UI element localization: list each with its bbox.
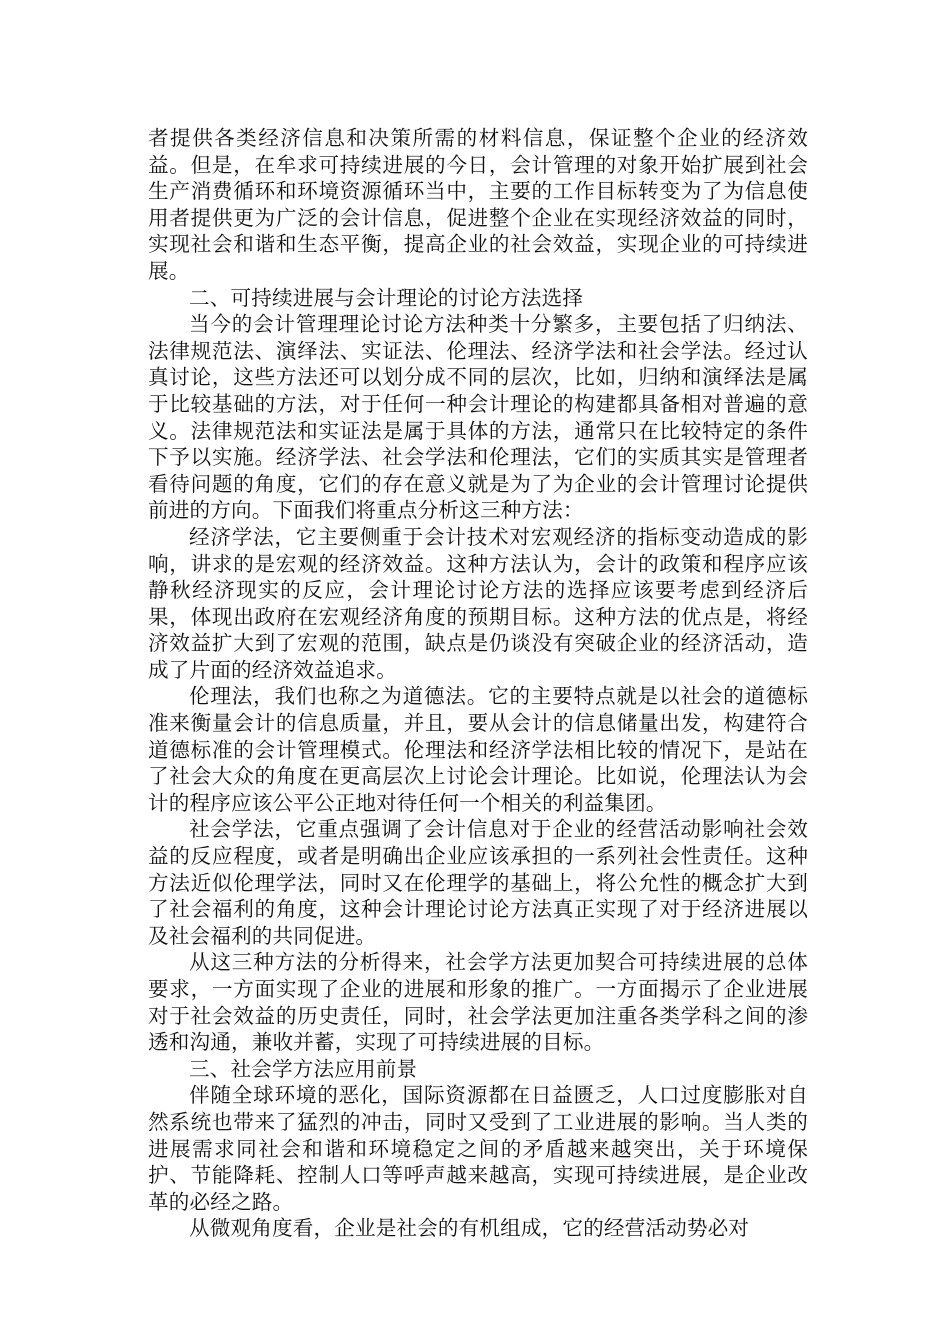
document-page bbox=[148, 125, 808, 1242]
section-heading-2: 二、可持续进展与会计理论的讨论方法选择 bbox=[189, 285, 584, 310]
section-heading-3: 三、社会学方法应用前景 bbox=[189, 1056, 418, 1081]
body-paragraph-5: 社会学法，它重点强调了会计信息对于企业的经营活动影响社会效益的反应程度，或者是明确出企业应该承担的一系列社会性责任。这种方法近似伦理学法，同时又在伦理学的基础上，将公允性的概念扩大到了社会福利的角度，这种会计理论讨论方法真正实现了对于经济进展以及社会福利的共同促进。 bbox=[148, 817, 808, 948]
body-paragraph-8: 从微观角度看，企业是社会的有机组成，它的经营活动势必对 bbox=[189, 1216, 750, 1241]
body-paragraph-2: 当今的会计管理理论讨论方法种类十分繁多，主要包括了归纳法、法律规范法、演绎法、实证法、伦理法、经济学法和社会学法。经过认真讨论，这些方法还可以划分成不同的层次，比如，归纳和演绎法是属于比较基础的方法，对于任何一种会计理论的构建都具备相对普遍的意义。法律规范法和实证法是属于具体的方法，通常只在比较特定的条件下予以实施。经济学法、社会学法和伦理法，它们的实质其实是管理者看待问题的角度，它们的存在意义就是为了为企业的会计管理讨论提供前进的方向。下面我们将重点分析这三种方法： bbox=[148, 312, 808, 523]
body-paragraph-1: 者提供各类经济信息和决策所需的材料信息，保证整个企业的经济效益。但是，在牟求可持续进展的今日，会计管理的对象开始扩展到社会生产消费循环和环境资源循环当中，主要的工作目标转变为了为信息使用者提供更为广泛的会计信息，促进整个企业在实现经济效益的同时，实现社会和谐和生态平衡，提高企业的社会效益，实现企业的可持续进展。 bbox=[148, 126, 808, 283]
body-paragraph-4: 伦理法，我们也称之为道德法。它的主要特点就是以社会的道德标准来衡量会计的信息质量，并且，要从会计的信息储量出发，构建符合道德标准的会计管理模式。伦理法和经济学法相比较的情况下，是站在了社会大众的角度在更高层次上讨论会计理论。比如说，伦理法认为会计的程序应该公平公正地对待任何一个相关的利益集团。 bbox=[148, 684, 808, 815]
body-paragraph-3: 经济学法，它主要侧重于会计技术对宏观经济的指标变动造成的影响，讲求的是宏观的经济效益。这种方法认为，会计的政策和程序应该静秋经济现实的反应，会计理论讨论方法的选择应该要考虑到经济后果，体现出政府在宏观经济角度的预期目标。这种方法的优点是，将经济效益扩大到了宏观的范围，缺点是仍谈没有突破企业的经济活动，造成了片面的经济效益追求。 bbox=[148, 524, 808, 682]
body-paragraph-6: 从这三种方法的分析得来，社会学方法更加契合可持续进展的总体要求，一方面实现了企业的进展和形象的推广。一方面揭示了企业进展对于社会效益的历史责任，同时，社会学法更加注重各类学科之间的渗透和沟通，兼收并蓄，实现了可持续进展的目标。 bbox=[148, 950, 808, 1055]
body-paragraph-7: 伴随全球环境的恶化，国际资源都在日益匮乏，人口过度膨胀对自然系统也带来了猛烈的冲击，同时又受到了工业进展的影响。当人类的进展需求同社会和谐和环境稳定之间的矛盾越来越突出，关于环境保护、节能降耗、控制人口等呼声越来越高，实现可持续进展，是企业改革的必经之路。 bbox=[148, 1083, 808, 1214]
